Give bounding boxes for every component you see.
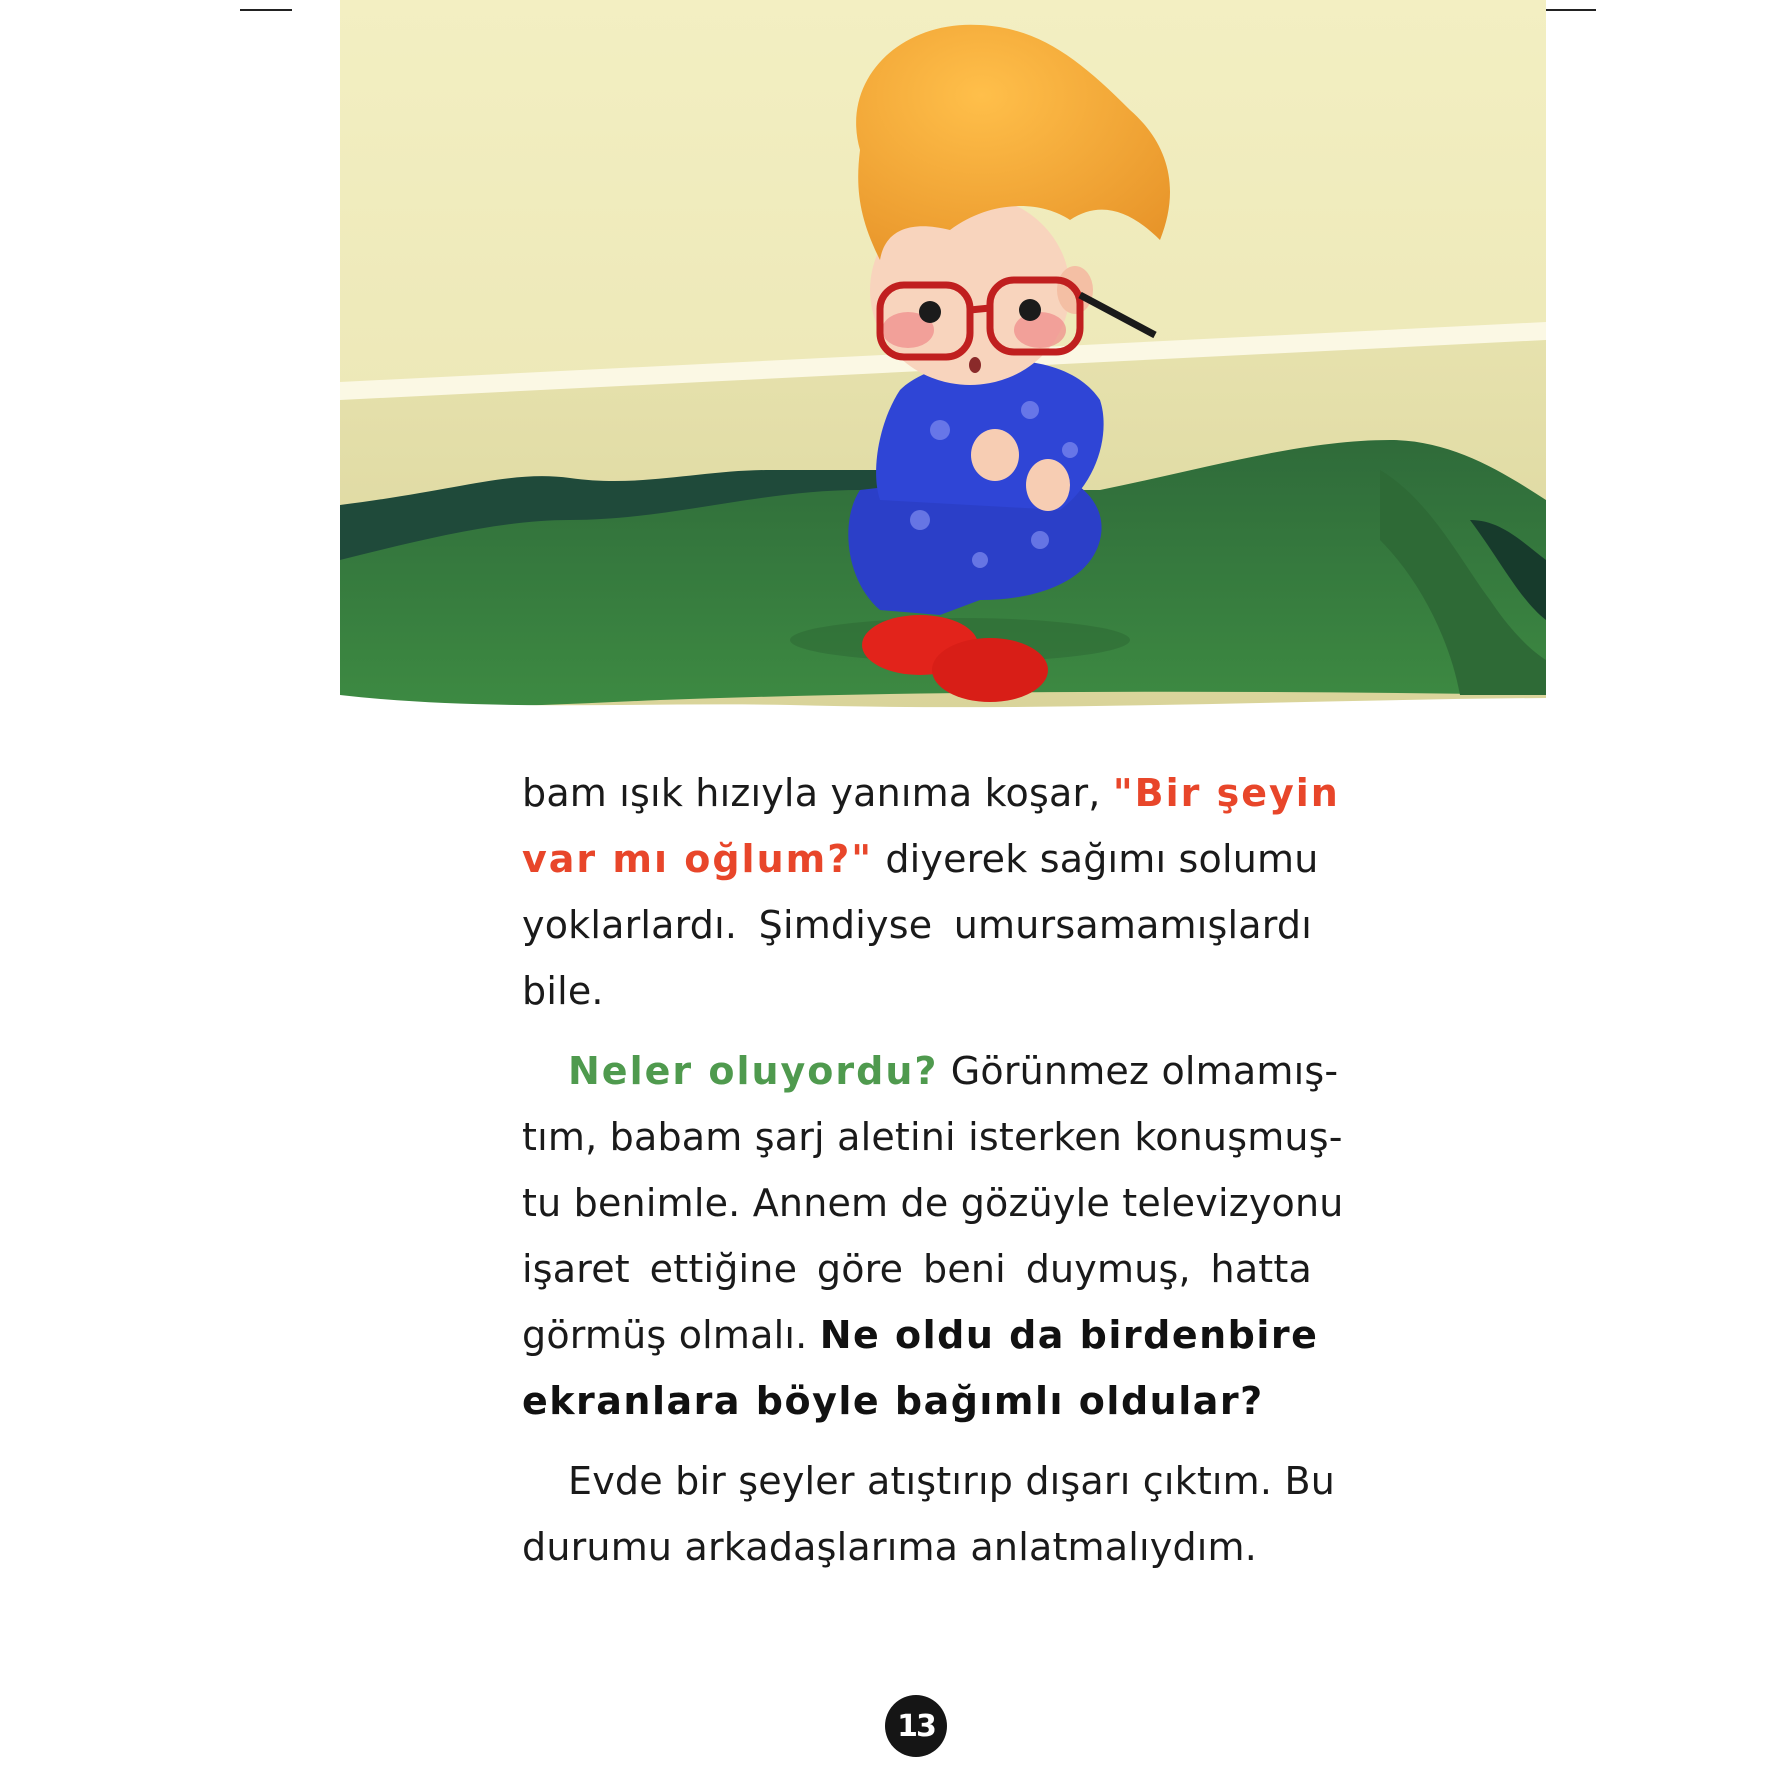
story-line [522, 958, 1312, 1024]
story-line [522, 826, 1319, 892]
hand-left [971, 429, 1019, 481]
hand-right [1026, 459, 1070, 511]
eye-right [1019, 299, 1041, 321]
body-text: tım, babam şarj aletini isterken konuşmuş- [522, 1115, 1343, 1159]
eye-left [919, 301, 941, 323]
story-line [522, 1368, 1312, 1434]
page-number: 13 [897, 1708, 935, 1744]
crop-mark-right [1546, 9, 1596, 11]
story-paragraph [522, 1038, 1344, 1434]
mouth [969, 357, 981, 373]
body-text: tu benimle. Annem de gözüyle televizyonu [522, 1181, 1344, 1225]
story-line [522, 892, 1312, 958]
story-line [522, 1514, 1312, 1580]
body-text: işaret ettiğine göre beni duymuş, hatta [522, 1247, 1312, 1291]
story-paragraph [522, 1448, 1336, 1580]
body-text: bile. [522, 969, 604, 1013]
body-text: Evde bir şeyler atıştırıp dışarı çıktım. Bu [568, 1459, 1336, 1503]
slipper-right [932, 638, 1048, 702]
illustration-boy-sitting-on-bed [340, 0, 1546, 712]
body-text: durumu arkadaşlarıma anlatmalıydım. [522, 1525, 1258, 1569]
emphasis-text: Ne oldu da birdenbire [819, 1313, 1319, 1357]
dialogue-text: "Bir şeyin [1112, 771, 1340, 815]
story-line [522, 1104, 1343, 1170]
crop-mark-left [240, 9, 292, 11]
story-line [522, 1302, 1319, 1368]
cheek-right [1014, 312, 1066, 348]
body-text: Görünmez olmamış- [938, 1049, 1339, 1093]
story-line [522, 1236, 1312, 1302]
body-text: yoklarlardı. Şimdiyse umursamamışlardı [522, 903, 1312, 947]
story-paragraph [522, 760, 1340, 1024]
emphasis-text: ekranlara böyle bağımlı oldular? [522, 1379, 1264, 1423]
page-number-badge [885, 1695, 947, 1757]
story-text [522, 760, 1344, 1594]
question-text: Neler oluyordu? [568, 1049, 939, 1093]
story-line [522, 1448, 1336, 1514]
dialogue-text: var mı oğlum?" [522, 837, 874, 881]
story-line [522, 1038, 1339, 1104]
body-text: görmüş olmalı. [522, 1313, 820, 1357]
story-line [522, 760, 1340, 826]
story-line [522, 1170, 1344, 1236]
body-text: diyerek sağımı solumu [873, 837, 1319, 881]
body-text: bam ışık hızıyla yanıma koşar, [522, 771, 1113, 815]
